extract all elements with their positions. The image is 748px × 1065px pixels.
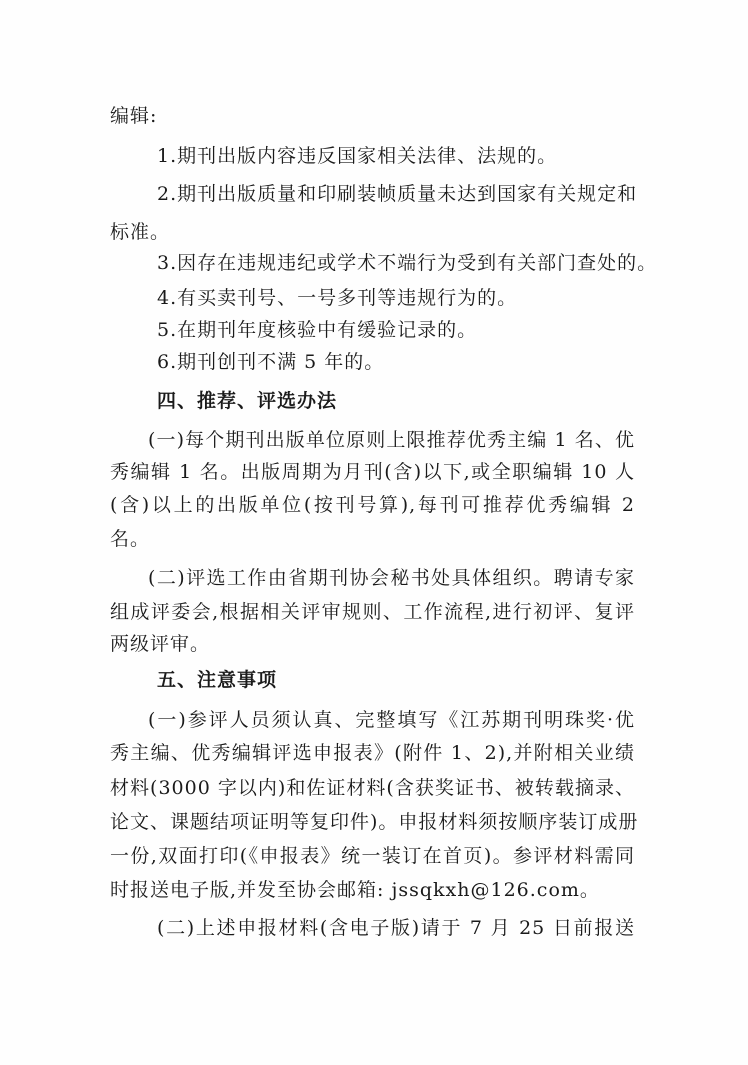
text-line-12: (含)以上的出版单位(按刊号算),每刊可推荐优秀编辑 2	[110, 494, 635, 516]
text-line-19: 秀主编、优秀编辑评选申报表》(附件 1、2),并附相关业绩	[110, 742, 635, 764]
text-line-6: 4.有买卖刊号、一号多刊等违规行为的。	[157, 287, 518, 309]
section-heading-5: 五、注意事项	[157, 669, 278, 691]
text-line-3: 2.期刊出版质量和印刷装帧质量未达到国家有关规定和	[157, 183, 638, 205]
text-line-2: 1.期刊出版内容违反国家相关法律、法规的。	[157, 145, 558, 167]
text-line-4: 标准。	[110, 221, 171, 243]
text-line-22: 一份,双面打印(《申报表》统一装订在首页)。参评材料需同	[110, 845, 635, 867]
text-line-1: 编辑:	[110, 105, 158, 127]
text-line-18: (一)参评人员须认真、完整填写《江苏期刊明珠奖·优	[148, 709, 635, 731]
text-line-11: 秀编辑 1 名。出版周期为月刊(含)以下,或全职编辑 10 人	[110, 461, 635, 483]
text-line-23: 时报送电子版,并发至协会邮箱: jssqkxh@126.com。	[110, 879, 600, 901]
text-line-20: 材料(3000 字以内)和佐证材料(含获奖证书、被转载摘录、	[110, 777, 635, 799]
text-line-15: 组成评委会,根据相关评审规则、工作流程,进行初评、复评	[110, 601, 635, 623]
text-line-13: 名。	[110, 528, 151, 550]
text-line-10: (一)每个期刊出版单位原则上限推荐优秀主编 1 名、优	[148, 429, 635, 451]
text-line-7: 5.在期刊年度核验中有缓验记录的。	[157, 319, 478, 341]
text-line-24: (二)上述申报材料(含电子版)请于 7 月 25 日前报送	[157, 917, 635, 939]
text-line-21: 论文、课题结项证明等复印件)。申报材料须按顺序装订成册	[110, 811, 639, 833]
section-heading-4: 四、推荐、评选办法	[157, 390, 338, 412]
text-line-8: 6.期刊创刊不满 5 年的。	[157, 351, 385, 373]
text-line-5: 3.因存在违规违纪或学术不端行为受到有关部门查处的。	[157, 252, 658, 274]
text-line-14: (二)评选工作由省期刊协会秘书处具体组织。聘请专家	[148, 567, 635, 589]
text-line-16: 两级评审。	[110, 633, 211, 655]
